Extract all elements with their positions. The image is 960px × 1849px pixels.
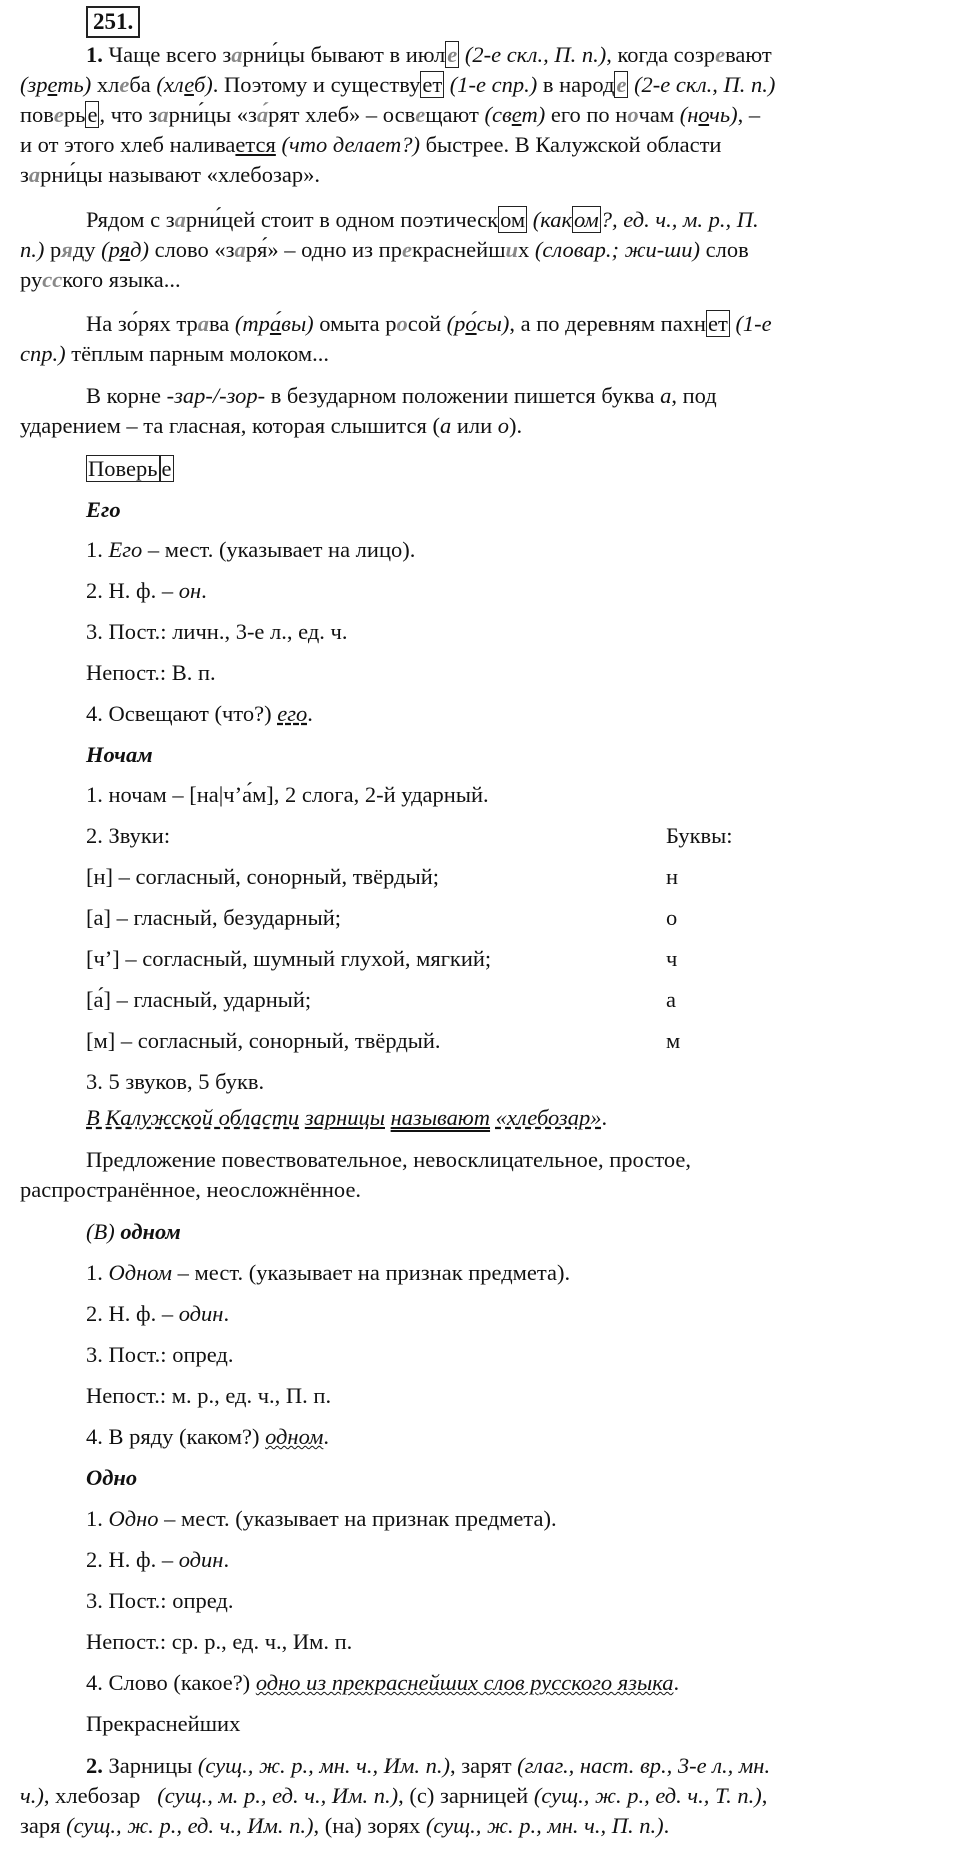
nocham-item-1: 1. ночам – [на|ч’а́м], 2 слога, 2-й ударный. bbox=[86, 782, 489, 807]
p1-line-1: 1. Чаще всего зарни́цы бывают в июле (2-е скл., П. п.), когда созревают bbox=[86, 42, 772, 67]
nocham-heading: Ночам bbox=[86, 742, 153, 767]
p3-line-2: спр.) тёплым парным молоком... bbox=[20, 341, 329, 366]
odnom-item-4: 4. В ряду (каком?) одном. bbox=[86, 1424, 329, 1449]
nocham-letters-heading: Буквы: bbox=[666, 823, 733, 848]
odnom-item-3: 3. Пост.: опред. bbox=[86, 1342, 234, 1367]
sentence-desc-1: Предложение повествовательное, невосклицательное, простое, bbox=[86, 1147, 692, 1172]
p5-line-2: ч.), хлебозар (сущ., м. р., ед. ч., Им. п.), (с) зарницей (сущ., ж. р., ед. ч., Т. п.), bbox=[20, 1783, 768, 1808]
p5-line-1: 2. Зарницы (сущ., ж. р., мн. ч., Им. п.), зарят (глаг., наст. вр., 3-е л., мн. bbox=[86, 1753, 771, 1778]
prekrasneyshikh-heading: Прекраснейших bbox=[86, 1711, 241, 1736]
ego-item-4: 4. Освещают (что?) его. bbox=[86, 701, 313, 726]
p1-line-3: поверье, что зарни́цы «за́рят хлеб» – освещают (свет) его по ночам (ночь), – bbox=[20, 102, 761, 127]
letter-row-3: ч bbox=[666, 946, 678, 971]
odno-item-3: 3. Пост.: опред. bbox=[86, 1588, 234, 1613]
odno-item-2: 2. Н. ф. – один. bbox=[86, 1547, 230, 1572]
odno-heading: Одно bbox=[86, 1465, 138, 1490]
sound-row-2: [а] – гласный, безударный; bbox=[86, 905, 342, 930]
poverye-parse: Поверь е bbox=[88, 456, 172, 481]
ego-heading: Его bbox=[86, 497, 121, 522]
p4-line-1: В корне -зар-/-зор- в безударном положении пишется буква а, под bbox=[86, 383, 717, 408]
nocham-sounds-heading: 2. Звуки: bbox=[86, 823, 171, 848]
p2-line-2: п.) ряду (ряд) слово «заря́» – одно из прекраснейших (словар.; жи-ши) слов bbox=[20, 237, 749, 262]
sound-row-4: [а́] – гласный, ударный; bbox=[86, 987, 312, 1012]
sentence-desc-2: распространённое, неосложнённое. bbox=[20, 1177, 362, 1202]
odno-item-4: 4. Слово (какое?) одно из прекраснейших слов русского языка. bbox=[86, 1670, 680, 1695]
odnom-item-1: 1. Одном – мест. (указывает на признак предмета). bbox=[86, 1260, 571, 1285]
ego-item-1: 1. Его – мест. (указывает на лицо). bbox=[86, 537, 416, 562]
letter-row-1: н bbox=[666, 864, 679, 889]
letter-row-2: о bbox=[666, 905, 678, 930]
sound-row-3: [ч’] – согласный, шумный глухой, мягкий; bbox=[86, 946, 492, 971]
p2-line-1: Рядом с зарни́цей стоит в одном поэтическом (каком?, ед. ч., м. р., П. bbox=[86, 207, 759, 232]
p1-line-4: и от этого хлеб наливается (что делает?) быстрее. В Калужской области bbox=[20, 132, 722, 157]
odnom-item-2: 2. Н. ф. – один. bbox=[86, 1301, 230, 1326]
p3-line-1: На зо́рях трава (тра́вы) омыта росой (ро́сы), а по деревням пахнет (1-е bbox=[86, 311, 772, 336]
ego-item-3: 3. Пост.: личн., 3-е л., ед. ч. bbox=[86, 619, 348, 644]
ego-item-3b: Непост.: В. п. bbox=[86, 660, 216, 685]
odno-item-1: 1. Одно – мест. (указывает на признак предмета). bbox=[86, 1506, 557, 1531]
p5-line-3: заря (сущ., ж. р., ед. ч., Им. п.), (на) зорях (сущ., ж. р., мн. ч., П. п.). bbox=[20, 1813, 670, 1838]
nocham-item-3: 3. 5 звуков, 5 букв. bbox=[86, 1069, 265, 1094]
ego-item-2: 2. Н. ф. – он. bbox=[86, 578, 207, 603]
sound-row-1: [н] – согласный, сонорный, твёрдый; bbox=[86, 864, 439, 889]
p1-line-2: (зреть) хлеба (хлеб). Поэтому и существует (1-е спр.) в народе (2-е скл., П. п.) bbox=[20, 72, 776, 97]
letter-row-5: м bbox=[666, 1028, 681, 1053]
odnom-heading: (В) одном bbox=[86, 1219, 181, 1244]
odnom-item-3b: Непост.: м. р., ед. ч., П. п. bbox=[86, 1383, 332, 1408]
p4-line-2: ударением – та гласная, которая слышится (а или о). bbox=[20, 413, 523, 438]
letter-row-4: а bbox=[666, 987, 676, 1012]
odno-item-3b: Непост.: ср. р., ед. ч., Им. п. bbox=[86, 1629, 353, 1654]
sentence-parse: В Калужской области зарницы называют «хлебозар». bbox=[86, 1105, 608, 1130]
p2-line-3: русского языка... bbox=[20, 267, 181, 292]
task-number: 251. bbox=[86, 6, 140, 38]
sound-row-5: [м] – согласный, сонорный, твёрдый. bbox=[86, 1028, 441, 1053]
p1-line-5: зарни́цы называют «хлебозар». bbox=[20, 162, 320, 187]
